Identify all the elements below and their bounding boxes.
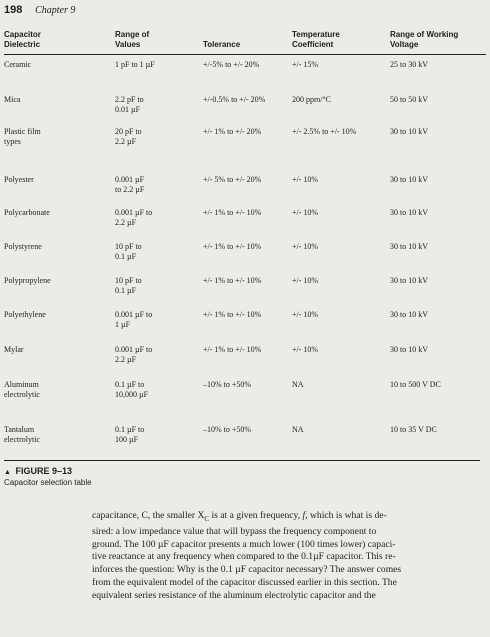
triangle-icon: ▲ (4, 469, 11, 476)
cell-coefficient: +/- 10% (292, 345, 319, 354)
cell-dielectric: Polyethylene (4, 310, 46, 319)
cell-dielectric: Polystyrene (4, 242, 42, 251)
cell-values: 10 pF to 0.1 µF (115, 242, 142, 261)
paragraph-line: equivalent series resistance of the aluminum electrolytic capacitor and the (92, 589, 376, 601)
cell-coefficient: +/- 10% (292, 242, 319, 251)
cell-dielectric: Aluminum electrolytic (4, 380, 40, 399)
cell-values: 0.001 µF to 2.2 µF (115, 175, 145, 194)
cell-coefficient: +/- 10% (292, 276, 319, 285)
cell-values: 1 pF to 1 µF (115, 60, 155, 69)
cell-values: 0.001 µF to 2.2 µF (115, 208, 153, 227)
cell-voltage: 30 to 10 kV (390, 345, 428, 354)
figure-label (4, 466, 72, 476)
cell-dielectric: Polyester (4, 175, 34, 184)
cell-coefficient: +/- 10% (292, 310, 319, 319)
cell-tolerance: –10% to +50% (203, 425, 252, 434)
cell-dielectric: Tantalum electrolytic (4, 425, 40, 444)
cell-voltage: 30 to 10 kV (390, 310, 428, 319)
cell-coefficient: 200 ppm/°C (292, 95, 331, 104)
cell-coefficient: NA (292, 425, 304, 434)
cell-coefficient: NA (292, 380, 304, 389)
chapter-title: Chapter 9 (35, 5, 76, 16)
cell-dielectric: Plastic film types (4, 127, 41, 146)
figure-rule (4, 460, 480, 461)
paragraph-line: tive reactance at any frequency when compared to the 0.1µF capacitor. This re- (92, 551, 396, 563)
cell-tolerance: +/-0.5% to +/- 20% (203, 95, 266, 104)
cell-tolerance: +/- 1% to +/- 10% (203, 345, 262, 354)
cell-values: 20 pF to 2.2 µF (115, 127, 142, 146)
page-number: 198 (4, 4, 23, 16)
cell-voltage: 30 to 10 kV (390, 127, 428, 136)
paragraph-line: capacitance, C, the smaller $X_C$ is at a given frequency, f, which is what is de- (92, 510, 387, 523)
cell-dielectric: Mylar (4, 345, 24, 354)
paragraph-line: from the equivalent model of the capacitor discussed earlier in this section. The (92, 576, 397, 588)
cell-coefficient: +/- 10% (292, 175, 319, 184)
figure-number: FIGURE 9–13 (15, 466, 72, 476)
header-rule (4, 54, 486, 55)
cell-coefficient: +/- 2.5% to +/- 10% (292, 127, 357, 136)
cell-tolerance: +/- 1% to +/- 10% (203, 276, 262, 285)
cell-voltage: 50 to 50 kV (390, 95, 428, 104)
cell-values: 10 pF to 0.1 µF (115, 276, 142, 295)
cell-dielectric: Polycarbonate (4, 208, 50, 217)
cell-coefficient: +/- 10% (292, 208, 319, 217)
table-header (4, 30, 486, 56)
cell-values: 0.1 µF to 10,000 µF (115, 380, 149, 399)
cell-dielectric: Mica (4, 95, 21, 104)
figure-caption: Capacitor selection table (4, 478, 92, 487)
paragraph-line: sired: a low impedance value that will bypass the frequency component to (92, 525, 377, 537)
header-coefficient: Temperature Coefficient (292, 30, 340, 49)
cell-coefficient: +/- 15% (292, 60, 319, 69)
cell-dielectric: Polypropylene (4, 276, 51, 285)
body-paragraph (92, 510, 470, 602)
cell-tolerance: +/-5% to +/- 20% (203, 60, 260, 69)
cell-voltage: 30 to 10 kV (390, 208, 428, 217)
header-values: Range of Values (115, 30, 150, 49)
cell-voltage: 30 to 10 kV (390, 242, 428, 251)
cell-voltage: 25 to 30 kV (390, 60, 428, 69)
header-dielectric: Capacitor Dielectric (4, 30, 41, 49)
cell-voltage: 30 to 10 kV (390, 276, 428, 285)
cell-tolerance: +/- 1% to +/- 10% (203, 208, 262, 217)
cell-tolerance: –10% to +50% (203, 380, 252, 389)
page-header (4, 4, 75, 16)
cell-voltage: 30 to 10 kV (390, 175, 428, 184)
cell-tolerance: +/- 1% to +/- 10% (203, 242, 262, 251)
header-voltage: Range of Working Voltage (390, 30, 459, 49)
cell-values: 2.2 pF to 0.01 µF (115, 95, 144, 114)
cell-values: 0.1 µF to 100 µF (115, 425, 145, 444)
cell-values: 0.001 µF to 1 µF (115, 310, 153, 329)
cell-tolerance: +/- 1% to +/- 10% (203, 310, 262, 319)
cell-voltage: 10 to 500 V DC (390, 380, 441, 389)
capacitor-selection-table (4, 30, 486, 444)
header-tolerance: Tolerance (203, 40, 241, 49)
cell-values: 0.001 µF to 2.2 µF (115, 345, 153, 364)
cell-dielectric: Ceramic (4, 60, 32, 69)
cell-tolerance: +/- 1% to +/- 20% (203, 127, 262, 136)
paragraph-line: inforces the question: Why is the 0.1 µF capacitor necessary? The answer comes (92, 564, 402, 576)
cell-tolerance: +/- 5% to +/- 20% (203, 175, 262, 184)
cell-voltage: 10 to 35 V DC (390, 425, 437, 434)
paragraph-line: ground. The 100 µF capacitor presents a much lower (100 times lower) capaci- (92, 538, 396, 550)
